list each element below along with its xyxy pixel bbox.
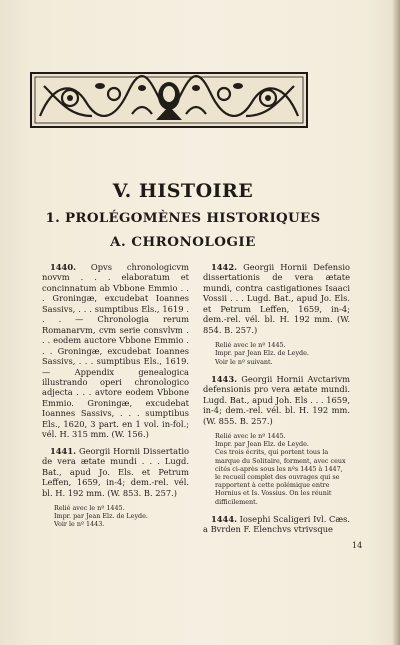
entry-note: Voir le nº suivant. [215, 357, 273, 366]
entry-note: Relié avec le nº 1445. [215, 432, 286, 441]
entry-text: Georgii Hornii Dissertatio de vera ætate mundi . . . Lugd. Bat., apud Jo. Els. et Petrum Leffen, 1659, in-4; dem.-rel. vél. bl. H. 192 mm. (W. 853. B. 257.) [42, 445, 189, 498]
entry-number: 1442. [211, 262, 237, 272]
entry-note: Impr. par Jean Elz. de Leyde. [54, 512, 148, 521]
subsection-heading: A. CHRONOLOGIE [110, 234, 256, 250]
catalogue-entry [203, 514, 350, 535]
right-column [203, 262, 350, 541]
entry-note: Impr. par Jean Elz. de Leyde. [215, 349, 309, 358]
catalogue-entry [42, 262, 189, 440]
section-heading: 1. PROLÉGOMÈNES HISTORIQUES [45, 210, 321, 226]
entry-text: Georgii Hornii Avctarivm defensionis pro vera ætate mundi. Lugd. Bat., apud Joh. Els . . . 1659, in-4; dem.-rel. vél. bl. H. 192 mm. (W. 855. B. 257.) [203, 373, 350, 426]
entry-note: Ces trois écrits, qui portent tous la marque du Solitaire, forment, avec ceux cités ci-après sous les nºs 1445 à 1447, le recueil complet des ouvrages qui se rapportent à cette polémique entre Hornius et Is. Vossius. On les réunit difficilement. [215, 448, 346, 506]
page-edge-shadow [392, 0, 400, 645]
ornamental-headpiece [30, 72, 308, 128]
part-heading: V. HISTOIRE [112, 180, 254, 202]
left-column [42, 262, 189, 537]
catalogue-entry [42, 446, 189, 498]
entry-number: 1440. [50, 262, 76, 272]
catalogue-entry [203, 374, 350, 426]
entry-note: Relié avec le nº 1445. [54, 503, 125, 512]
entry-text: Iosephi Scaligeri Ivl. Cæs. a Bvrden F. Elenchvs vtrivsque [203, 513, 351, 535]
page-number: 14 [352, 541, 363, 550]
entry-note: Voir le nº 1443. [54, 520, 105, 529]
entry-note: Impr. par Jean Elz. de Leyde. [215, 440, 309, 449]
entry-number: 1441. [50, 445, 76, 456]
catalogue-entry [203, 262, 350, 335]
entry-number: 1444. [211, 513, 237, 524]
entry-note: Relié avec le nº 1445. [215, 341, 286, 350]
entry-number: 1443. [211, 373, 237, 384]
entry-text: Georgii Hornii Defensio dissertationis de vera ætate mundi, contra castigationes Isaaci Vossii . . . Lugd. Bat., apud Jo. Els. et Petrum Leffen, 1659, in-4; dem.-rel. vél. bl. H. 192 mm. (W. 854. B. 257.) [203, 262, 350, 335]
entry-text: Opvs chronologicvm novvm . . . elaboratum et concinnatum ab Vbbone Emmio . . . Groningæ, excudebat Ioannes Sassivs, . . . sumptibus Els., 1619 . . . — Chronologia rerum Romanarvm, cvm serie consvlvm . . . eodem auctore Vbbone Emmio . . . Groningæ, excudebat Ioannes Sassivs, . . . sumptibus Els., 1619. — Appendix genealogica illustrando operi chronologico adjecta . . . avtore eodem Vbbone Emmio. Groningæ, excudebat Ioannes Sassivs, . . . sumptibus Els., 1620, 3 part. en 1 vol. in-fol.; vél. H. 315 mm. (W. 156.) [42, 262, 189, 440]
